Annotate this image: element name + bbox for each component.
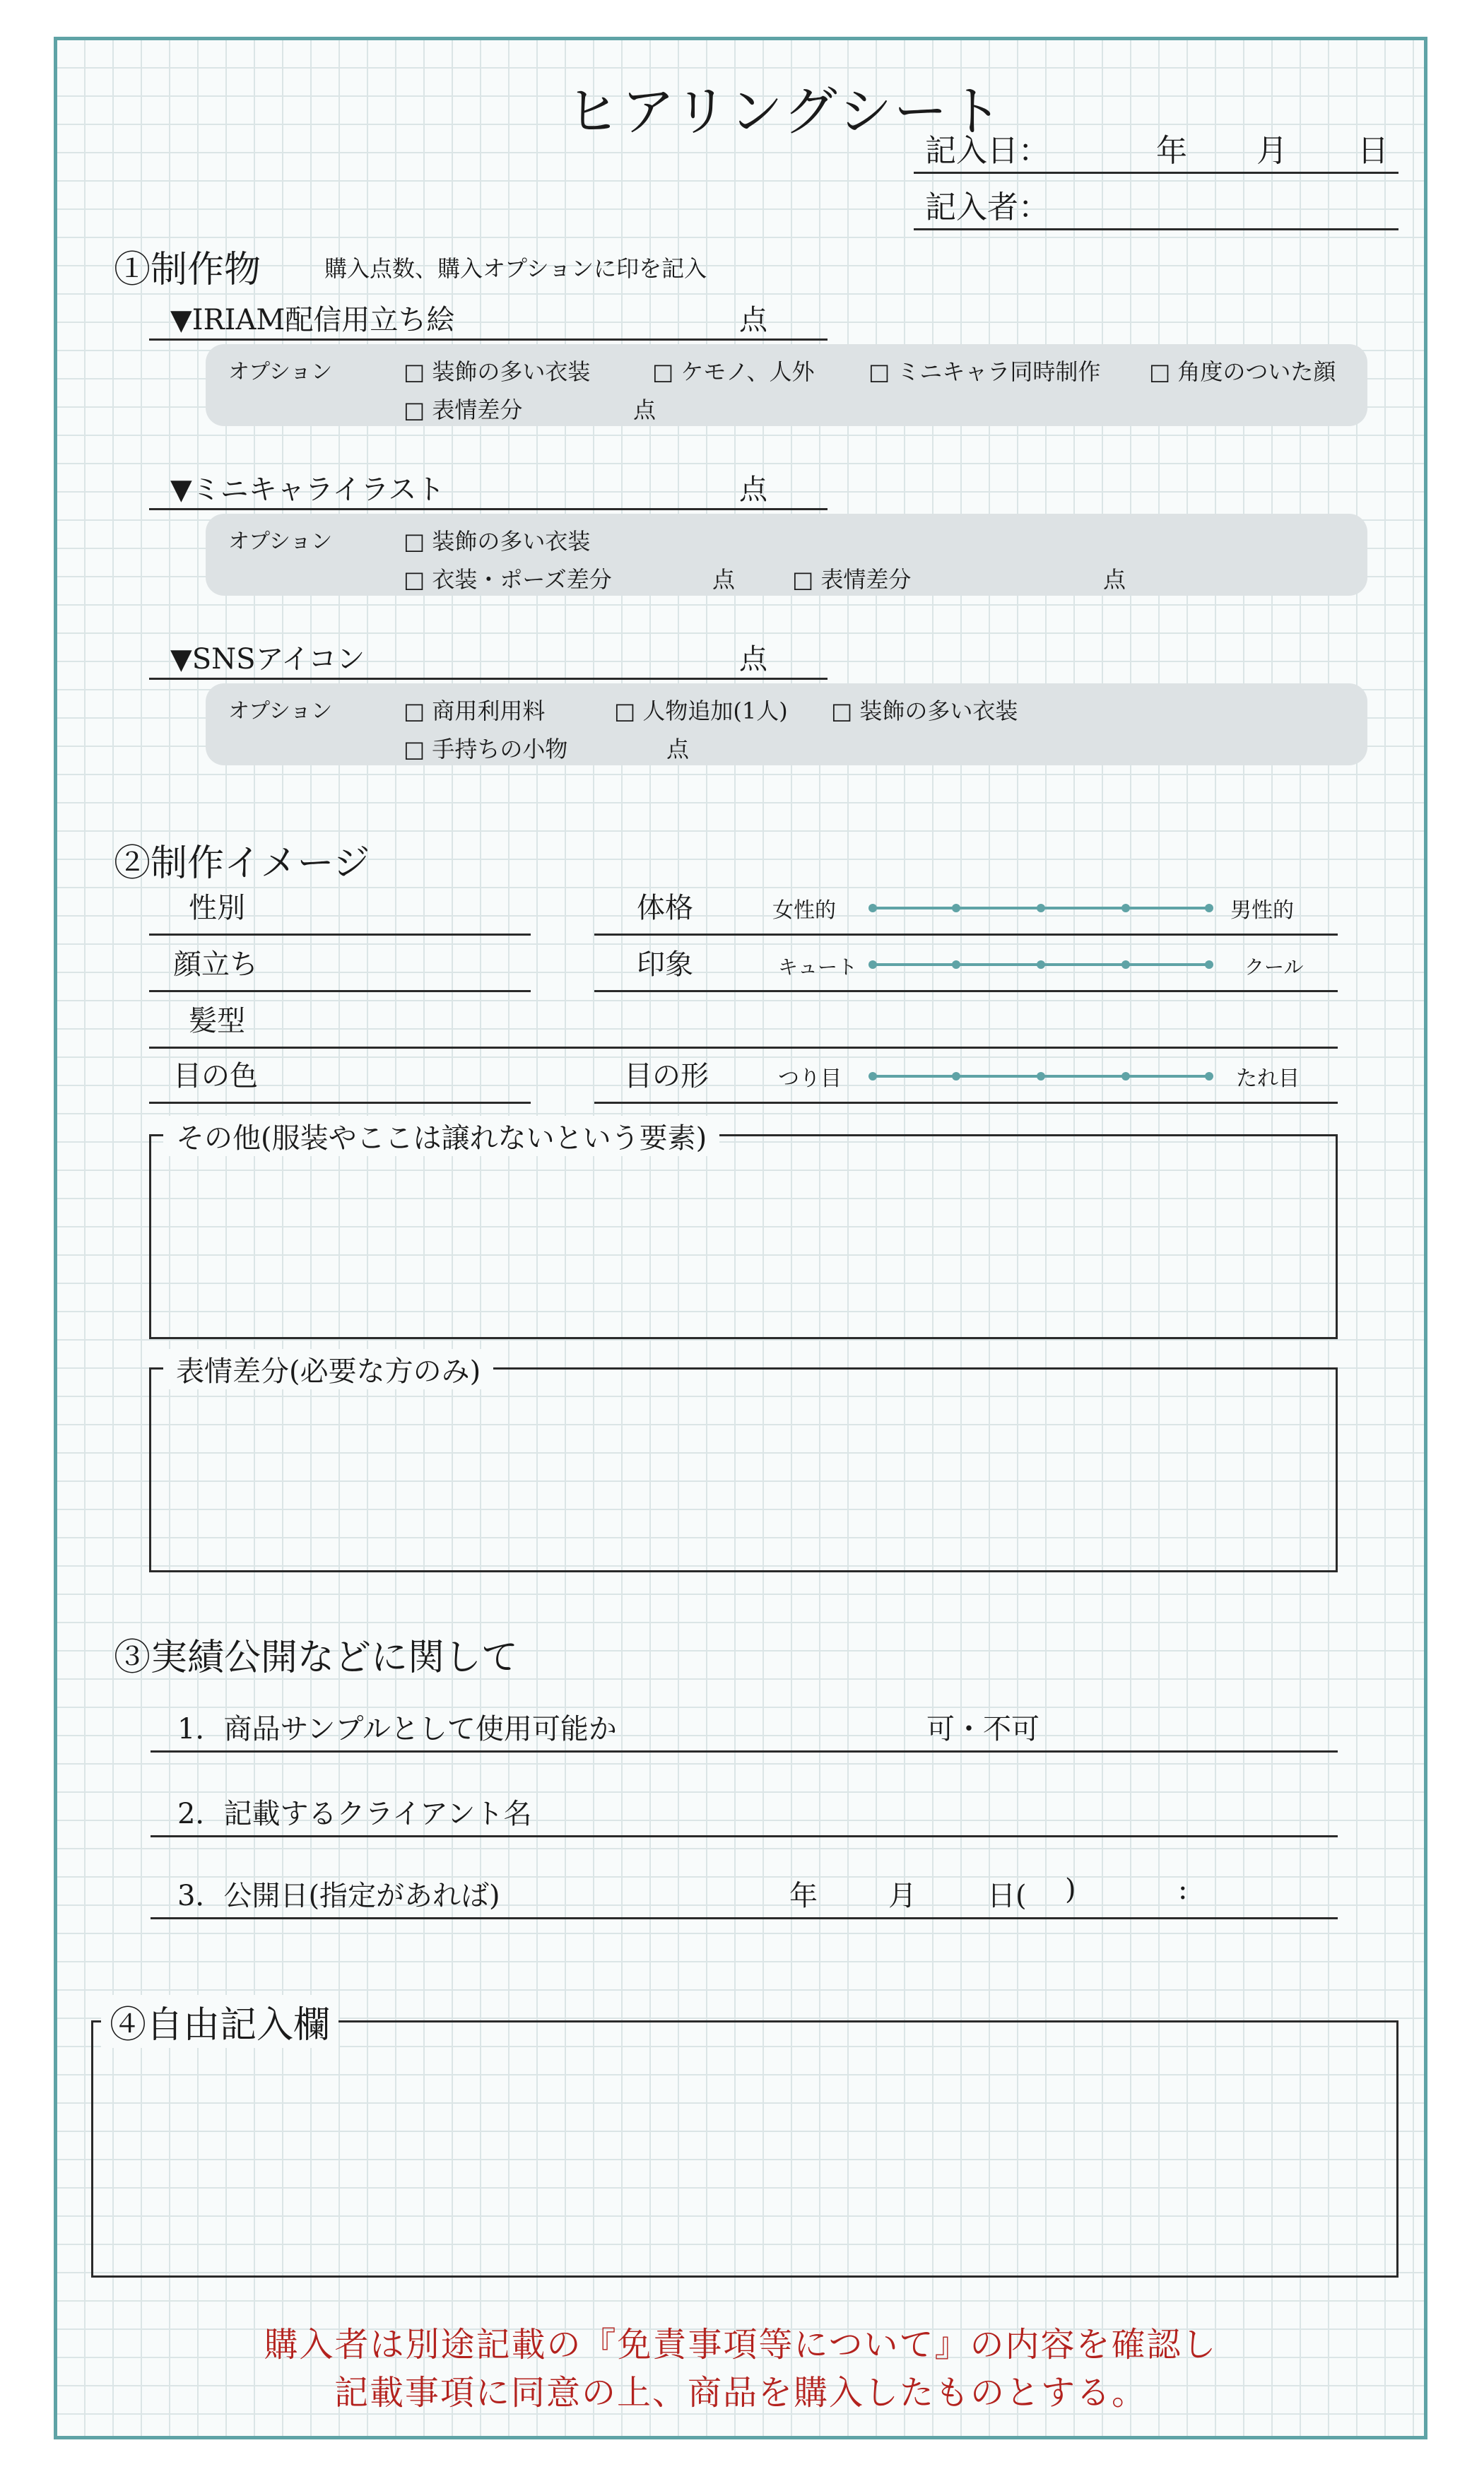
eye-shape-scale-label: 目の形 (624, 1060, 709, 1093)
item-mini-count-label: 点 (739, 473, 767, 506)
scale-point[interactable] (952, 904, 960, 912)
impression-scale-label: 印象 (637, 948, 693, 981)
options-label: オプション (228, 699, 333, 724)
option-checkbox[interactable]: □ 表情差分 (792, 566, 912, 593)
item-sns-count-line[interactable] (149, 678, 828, 680)
eye-shape-scale[interactable] (871, 1075, 1211, 1078)
option-checkbox[interactable]: □ 衣装・ポーズ差分 (404, 566, 612, 593)
section1-heading: ①制作物 (114, 249, 261, 291)
impression-scale-line (594, 990, 1338, 992)
item-sns-count-label: 点 (739, 643, 767, 676)
page-title: ヒアリングシート (566, 80, 1004, 143)
section2-heading: ②制作イメージ (114, 842, 370, 885)
question-publish-date: 3．公開日(指定があれば) (177, 1880, 500, 1912)
options-label: オプション (228, 529, 333, 554)
date-day-label: 日 (1358, 133, 1389, 169)
client-name-line[interactable] (151, 1835, 1338, 1837)
question-client-name: 2．記載するクライアント名 (177, 1798, 532, 1830)
section3-heading: ③実績公開などに関して (114, 1637, 519, 1679)
expression-variants-box[interactable] (149, 1367, 1338, 1572)
section4-heading: ④自由記入欄 (101, 1995, 338, 2048)
writer-label: 記入者： (925, 189, 1049, 225)
expression-variants-legend: 表情差分(必要な方のみ) (163, 1349, 493, 1389)
date-year-label: 年 (1156, 133, 1187, 169)
eye-shape-scale-right: たれ目 (1236, 1066, 1300, 1091)
option-checkbox[interactable]: □ 装飾の多い衣装 (831, 697, 1018, 724)
option-checkbox[interactable]: □ ケモノ、人外 (652, 358, 815, 385)
scale-point[interactable] (1205, 904, 1213, 912)
face-label: 顔立ち (173, 948, 258, 981)
build-scale-label: 体格 (637, 892, 693, 924)
item-iriam-count-line[interactable] (149, 338, 828, 341)
option-checkbox[interactable]: □ 人物追加(1人) (614, 697, 788, 724)
option-checkbox[interactable]: □ 表情差分 (404, 396, 523, 423)
item-mini-name: ▼ミニキャライラスト (170, 473, 445, 506)
question-sample-use: 1．商品サンプルとして使用可能か (177, 1713, 617, 1745)
hair-field-line[interactable] (149, 1047, 1338, 1049)
scale-point[interactable] (1121, 904, 1130, 912)
date-field-line[interactable] (914, 172, 1398, 174)
eye-shape-scale-left: つり目 (778, 1066, 842, 1091)
hearing-sheet (54, 37, 1427, 2439)
build-scale-right: 男性的 (1230, 898, 1294, 923)
item-iriam-count-label: 点 (739, 304, 767, 336)
scale-point[interactable] (952, 960, 960, 969)
sample-use-line (151, 1750, 1338, 1753)
free-entry-box[interactable] (91, 2020, 1398, 2278)
scale-point[interactable] (1205, 960, 1213, 969)
option-count-label: 点 (633, 396, 656, 423)
publish-year-label: 年 (789, 1880, 818, 1912)
scale-point[interactable] (1037, 960, 1045, 969)
option-checkbox[interactable]: □ 手持ちの小物 (404, 736, 568, 762)
disclaimer-line-2: 記載事項に同意の上、商品を購入したものとする。 (334, 2373, 1147, 2413)
scale-point[interactable] (1037, 1072, 1045, 1080)
option-checkbox[interactable]: □ 装飾の多い衣装 (404, 528, 591, 555)
impression-scale-left: キュート (778, 955, 858, 979)
item-iriam-name: ▼IRIAM配信用立ち絵 (170, 304, 455, 336)
build-scale[interactable] (871, 907, 1211, 909)
option-count-label: 点 (666, 736, 690, 762)
disclaimer-line-1: 購入者は別途記載の『免責事項等について』の内容を確認し (264, 2325, 1218, 2365)
writer-field-line[interactable] (914, 228, 1398, 230)
publish-date-line[interactable] (151, 1917, 1338, 1919)
item-mini-options-panel (206, 514, 1367, 596)
other-requirements-legend: その他(服装やここは譲れないという要素) (163, 1116, 719, 1156)
scale-point[interactable] (868, 1072, 877, 1080)
gender-label: 性別 (189, 892, 245, 924)
option-checkbox[interactable]: □ 装飾の多い衣装 (404, 358, 591, 385)
publish-weekday-close: ) (1065, 1873, 1076, 1906)
option-checkbox[interactable]: □ 角度のついた顔 (1149, 358, 1336, 385)
date-label: 記入日： (925, 133, 1049, 169)
scale-point[interactable] (868, 904, 877, 912)
scale-point[interactable] (1121, 960, 1130, 969)
scale-point[interactable] (1037, 904, 1045, 912)
hair-label: 髪型 (189, 1005, 245, 1037)
scale-point[interactable] (952, 1072, 960, 1080)
answer-sample-use[interactable]: 可・不可 (926, 1713, 1040, 1745)
gender-field-line[interactable] (149, 934, 531, 936)
option-checkbox[interactable]: □ ミニキャラ同時制作 (868, 358, 1101, 385)
scale-point[interactable] (1121, 1072, 1130, 1080)
eye-color-field-line[interactable] (149, 1102, 531, 1104)
options-label: オプション (228, 360, 333, 384)
option-count-label: 点 (1103, 566, 1126, 593)
publish-time-colon: : (1178, 1873, 1188, 1906)
option-checkbox[interactable]: □ 商用利用料 (404, 697, 546, 724)
item-sns-name: ▼SNSアイコン (170, 643, 365, 676)
face-field-line[interactable] (149, 990, 531, 992)
option-count-label: 点 (712, 566, 736, 593)
impression-scale[interactable] (871, 963, 1211, 966)
publish-day-label: 日( (987, 1880, 1027, 1912)
date-month-label: 月 (1256, 133, 1288, 169)
publish-month-label: 月 (888, 1880, 917, 1912)
build-scale-left: 女性的 (772, 898, 836, 923)
eye-shape-scale-line (594, 1102, 1338, 1104)
impression-scale-right: クール (1244, 955, 1304, 979)
scale-point[interactable] (868, 960, 877, 969)
other-requirements-box[interactable] (149, 1134, 1338, 1339)
section1-note: 購入点数、購入オプションに印を記入 (324, 255, 707, 282)
eye-color-label: 目の色 (173, 1060, 258, 1093)
build-scale-line (594, 934, 1338, 936)
scale-point[interactable] (1205, 1072, 1213, 1080)
item-mini-count-line[interactable] (149, 508, 828, 510)
